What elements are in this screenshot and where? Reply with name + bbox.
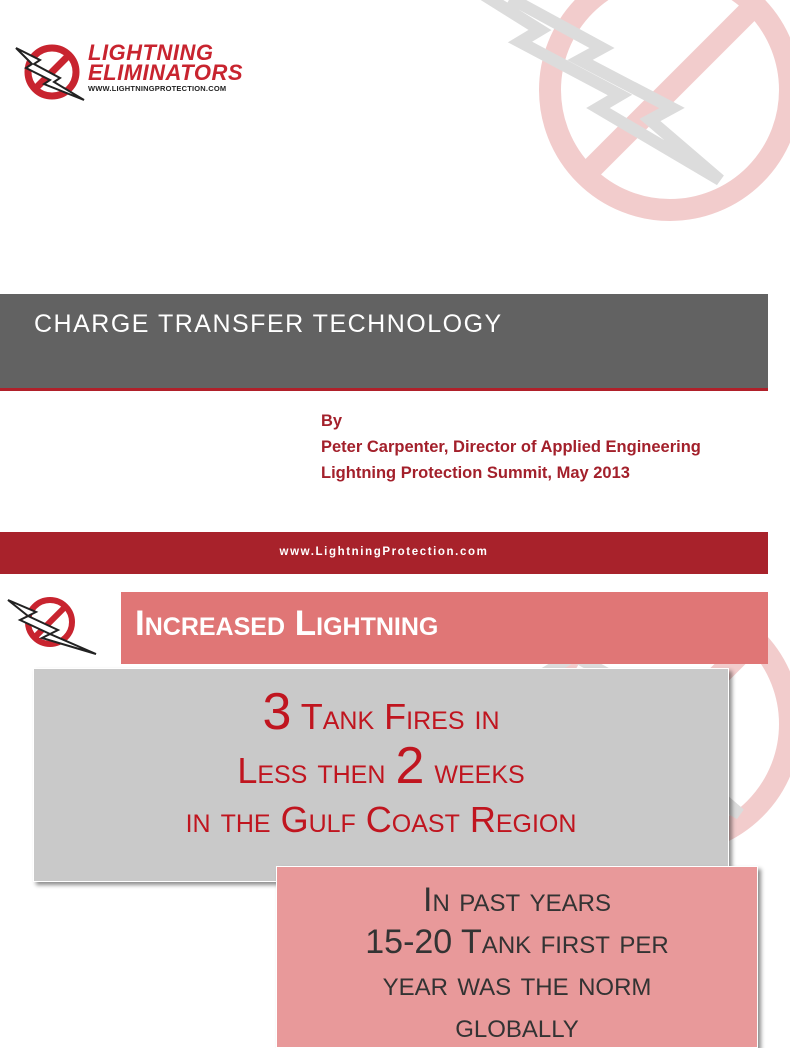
main-callout-box xyxy=(33,668,729,882)
no-lightning-watermark-icon xyxy=(420,0,780,260)
title-bar xyxy=(0,294,768,391)
callout-line-3: in the Gulf Coast Region xyxy=(185,799,577,840)
tank-fires-count: 3 xyxy=(262,683,292,741)
secondary-line-1: In past years xyxy=(423,881,611,919)
callout-line-1-text: Tank Fires in xyxy=(300,696,500,737)
no-lightning-icon xyxy=(6,588,98,654)
content-slide xyxy=(0,574,768,1045)
logo-url: WWW.LIGHTNINGPROTECTION.COM xyxy=(88,84,227,93)
brand-logo xyxy=(14,38,244,104)
secondary-callout-box xyxy=(276,866,758,1048)
callout-line-2-b: weeks xyxy=(434,750,525,791)
secondary-line-3: year was the norm xyxy=(382,965,652,1003)
byline-event: Lightning Protection Summit, May 2013 xyxy=(321,464,630,482)
heading-banner xyxy=(121,592,768,664)
weeks-count: 2 xyxy=(395,737,425,795)
slide-title: CHARGE TRANSFER TECHNOLOGY xyxy=(34,310,503,338)
callout-line-2-a: Less then xyxy=(237,750,386,791)
callout-line-1 xyxy=(34,685,728,739)
logo-wordmark-line2: ELIMINATORS xyxy=(88,60,244,85)
callout-line-2 xyxy=(34,739,728,793)
slide-heading: Increased Lightning xyxy=(135,604,439,643)
logo-wordmark-line1: LIGHTNING xyxy=(88,40,214,65)
byline xyxy=(321,408,701,486)
byline-by: By xyxy=(321,412,343,430)
secondary-line-4: globally xyxy=(455,1007,579,1045)
secondary-line-2: 15-20 Tank first per xyxy=(365,923,669,961)
footer-url: www.LightningProtection.com xyxy=(279,546,489,558)
no-lightning-icon xyxy=(14,38,88,104)
footer-bar xyxy=(0,532,768,574)
byline-author: Peter Carpenter, Director of Applied Engineering xyxy=(321,438,701,456)
